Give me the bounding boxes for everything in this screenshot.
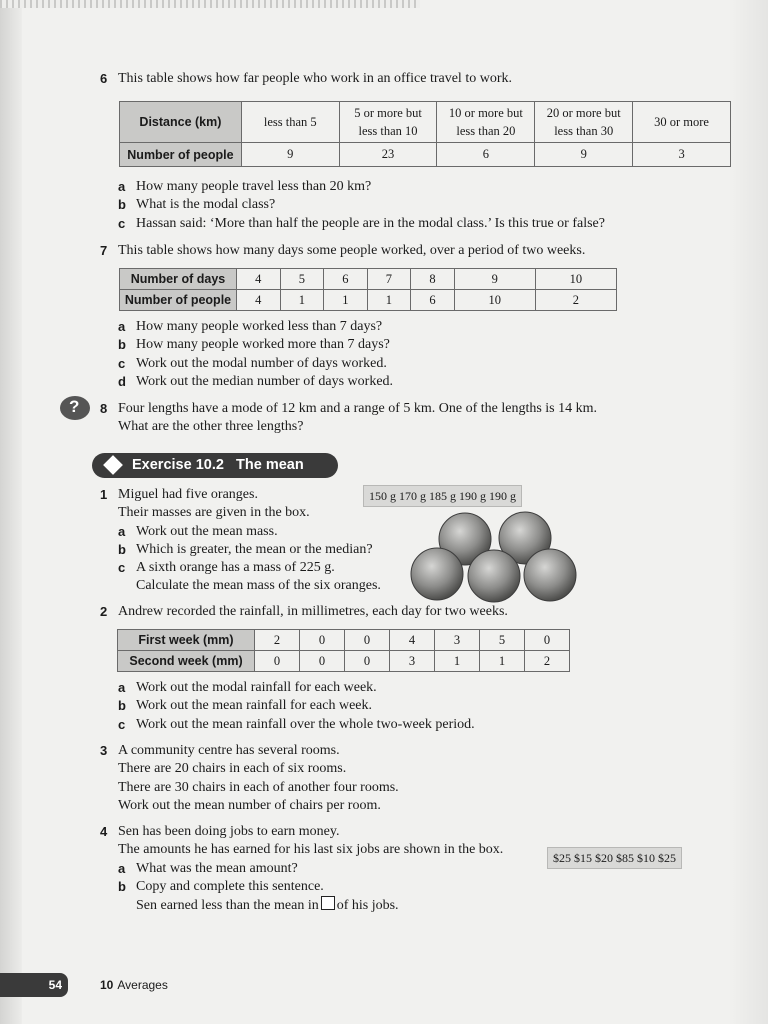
table-cell: 30 or more: [633, 102, 731, 143]
table-cell: 5: [280, 269, 324, 290]
table-cell: 1: [435, 651, 480, 672]
orange-icon: [468, 550, 520, 602]
chapter-label: 10 Averages: [100, 978, 168, 992]
question-part-continued: Calculate the mean mass of the six oranges.: [136, 578, 381, 594]
table-cell: 0: [345, 651, 390, 672]
question-number-8: 8: [100, 401, 108, 416]
table-cell: 0: [345, 630, 390, 651]
question-part: b Work out the mean rainfall for each week.: [118, 698, 372, 714]
question-part: a Work out the mean mass.: [118, 523, 278, 539]
table-cell: 4: [237, 290, 281, 311]
table-cell: 2: [255, 630, 300, 651]
table-cell: 10: [535, 269, 616, 290]
table-cell: 0: [300, 630, 345, 651]
table-cell: 6: [324, 269, 368, 290]
exercise-label: Exercise 10.2: [132, 457, 224, 473]
exercise-question-number-1: 1: [100, 487, 108, 502]
question-part: b What is the modal class?: [118, 197, 276, 213]
question-part: b How many people worked more than 7 days?: [118, 337, 390, 353]
exercise-question-number-2: 2: [100, 604, 108, 619]
question-part: c A sixth orange has a mass of 225 g.: [118, 560, 335, 576]
table-header-days: Number of days: [120, 269, 237, 290]
table-cell: 10: [454, 290, 535, 311]
question-part: c Work out the modal number of days worked.: [118, 355, 387, 371]
table-cell: 3: [435, 630, 480, 651]
table-cell: 9: [241, 143, 339, 167]
exercise-question-2-parts: [118, 679, 475, 734]
exercise-question-2-text: Andrew recorded the rainfall, in millimetres, each day for two weeks.: [118, 604, 508, 619]
blank-box: [321, 896, 335, 910]
completion-sentence: Sen earned less than the mean in of his jobs.: [136, 898, 399, 914]
table-cell: 9: [454, 269, 535, 290]
question-7-text: This table shows how many days some people worked, over a period of two weeks.: [118, 243, 586, 258]
table-cell: 0: [525, 630, 570, 651]
exercise-question-3: A community centre has several rooms. There are 20 chairs in each of six rooms. There are 30 chairs in each of another four rooms. Work out the mean number of chairs per room.: [118, 743, 399, 813]
table-cell: 3: [633, 143, 731, 167]
table-cell: 5 or more but less than 10: [339, 102, 437, 143]
table-cell: 4: [237, 269, 281, 290]
question-6-parts: [118, 178, 605, 233]
question-7-parts: [118, 318, 393, 391]
diamond-icon: [103, 455, 123, 475]
table-header-second-week: Second week (mm): [118, 651, 255, 672]
question-part: a How many people worked less than 7 days?: [118, 319, 383, 334]
page-right-shadow: [728, 0, 768, 1024]
orange-icon: [524, 549, 576, 601]
question-part: b Which is greater, the mean or the median?: [118, 541, 373, 557]
table-cell: 20 or more but less than 30: [535, 102, 633, 143]
page-gutter-shadow: [0, 0, 22, 1024]
table-cell: 1: [280, 290, 324, 311]
table-cell: 8: [411, 269, 455, 290]
table-cell: 2: [535, 290, 616, 311]
question-part: a What was the mean amount?: [118, 860, 298, 876]
table-cell: 9: [535, 143, 633, 167]
table-cell: 1: [367, 290, 411, 311]
question-part: a How many people travel less than 20 km?: [118, 179, 372, 194]
exercise-question-number-3: 3: [100, 743, 108, 758]
table-cell: 6: [411, 290, 455, 311]
question-number-6: 6: [100, 71, 108, 86]
table-cell: 23: [339, 143, 437, 167]
question-part: d Work out the median number of days worked.: [118, 373, 394, 389]
exercise-heading: [92, 453, 338, 478]
distance-table: [119, 101, 731, 167]
table-header-distance: Distance (km): [120, 102, 242, 143]
table-cell: 2: [525, 651, 570, 672]
table-cell: 4: [390, 630, 435, 651]
page-number: 54: [0, 973, 68, 997]
question-8-text: Four lengths have a mode of 12 km and a range of 5 km. One of the lengths is 14 km. What are the other three lengths?: [118, 401, 598, 435]
table-cell: less than 5: [241, 102, 339, 143]
challenge-question-icon: ?: [60, 396, 90, 420]
question-part: a Work out the modal rainfall for each week.: [118, 680, 377, 695]
exercise-question-4: Sen has been doing jobs to earn money. The amounts he has earned for his last six jobs are shown in the box. a What was the mean amount? b Copy and complete this sentence. Sen earned less than the mean in of his jobs.: [118, 824, 504, 914]
question-number-7: 7: [100, 243, 108, 258]
table-cell: 6: [437, 143, 535, 167]
page-top-edge: [0, 0, 420, 8]
table-header-first-week: First week (mm): [118, 630, 255, 651]
exercise-question-1: Miguel had five oranges. Their masses are given in the box. a Work out the mean mass. b Which is greater, the mean or the median? c A sixth orange has a mass of 225 g. Calculate the mean mass of the six oranges.: [118, 486, 381, 596]
table-cell: 0: [300, 651, 345, 672]
table-cell: 1: [324, 290, 368, 311]
masses-box: 150 g 170 g 185 g 190 g 190 g: [363, 485, 522, 507]
table-header-people: Number of people: [120, 143, 242, 167]
question-part: c Work out the mean rainfall over the whole two-week period.: [118, 716, 475, 732]
oranges-illustration: [410, 510, 580, 605]
table-cell: 7: [367, 269, 411, 290]
exercise-title: The mean: [236, 457, 304, 473]
earnings-box: $25 $15 $20 $85 $10 $25: [547, 847, 682, 869]
rainfall-table: [117, 629, 570, 672]
table-cell: 10 or more but less than 20: [437, 102, 535, 143]
question-part: c Hassan said: ‘More than half the people are in the modal class.’ Is this true or false?: [118, 215, 605, 231]
table-header-people: Number of people: [120, 290, 237, 311]
days-worked-table: [119, 268, 617, 311]
table-cell: 1: [480, 651, 525, 672]
table-cell: 3: [390, 651, 435, 672]
exercise-question-number-4: 4: [100, 824, 108, 839]
question-part: b Copy and complete this sentence.: [118, 878, 324, 894]
table-cell: 0: [255, 651, 300, 672]
question-6-text: This table shows how far people who work in an office travel to work.: [118, 71, 512, 86]
table-cell: 5: [480, 630, 525, 651]
orange-icon: [411, 548, 463, 600]
